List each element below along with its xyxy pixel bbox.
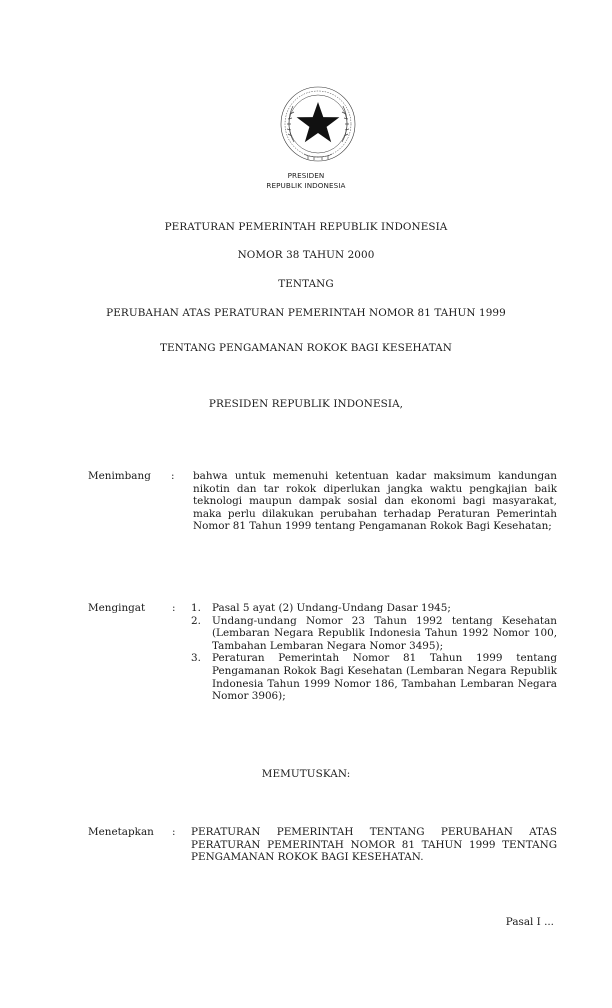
list-item (191, 652, 557, 702)
garuda-emblem (278, 84, 358, 164)
president-heading: PRESIDEN REPUBLIK INDONESIA, (208, 398, 404, 410)
list-item-text: Peraturan Pemerintah Nomor 81 Tahun 1999 tentang Pengamanan Rokok Bagi Kesehatan (Lembaran Negara Republik Indonesia Tahun 1999 Nomor 186, Tambahan Lembaran Negara Nomor 3906); (212, 652, 557, 703)
menetapkan-label: Menetapkan (88, 826, 154, 838)
list-item (191, 615, 557, 653)
regulation-about: TENTANG (278, 278, 334, 290)
memutuskan-heading: MEMUTUSKAN: (261, 768, 351, 780)
mengingat-colon: : (172, 602, 176, 614)
emblem-caption-line2: REPUBLIK INDONESIA (266, 181, 346, 190)
regulation-title: PERATURAN PEMERINTAH REPUBLIK INDONESIA (164, 221, 448, 233)
list-item-text: Pasal 5 ayat (2) Undang-Undang Dasar 1945; (212, 602, 451, 614)
list-item-number: 2. (191, 614, 201, 627)
list-item-text: Undang-undang Nomor 23 Tahun 1992 tentang Kesehatan (Lembaran Negara Republik Indonesia Tahun 1992 Nomor 100, Tambahan Lembaran Negara Nomor 3495); (212, 614, 557, 652)
star-emblem-icon (278, 84, 358, 164)
list-item-number: 3. (191, 652, 201, 665)
next-page-reference: Pasal I ... (505, 916, 554, 928)
regulation-number: NOMOR 38 TAHUN 2000 (237, 249, 375, 261)
menimbang-label: Menimbang (88, 470, 151, 482)
regulation-subject-line2: TENTANG PENGAMANAN ROKOK BAGI KESEHATAN (160, 342, 452, 354)
mengingat-label: Mengingat (88, 602, 146, 614)
mengingat-list (191, 602, 557, 703)
emblem-caption-line1: PRESIDEN (287, 171, 325, 180)
list-item (191, 602, 557, 615)
menimbang-colon: : (171, 470, 175, 482)
menimbang-text: bahwa untuk memenuhi ketentuan kadar maksimum kandungan nikotin dan tar rokok diperlukan jangka waktu pengkajian baik teknologi maupun dampak sosial dan ekonomi bagi masyarakat, maka perlu dilakukan perubahan terhadap Peraturan Pemerintah Nomor 81 Tahun 1999 tentang Pengamanan Rokok Bagi Kesehatan; (193, 470, 557, 533)
regulation-subject-line1: PERUBAHAN ATAS PERATURAN PEMERINTAH NOMOR 81 TAHUN 1999 (106, 307, 506, 319)
menetapkan-text: PERATURAN PEMERINTAH TENTANG PERUBAHAN ATAS PERATURAN PEMERINTAH NOMOR 81 TAHUN 1999 TENTANG PENGAMANAN ROKOK BAGI KESEHATAN. (191, 826, 557, 864)
menetapkan-colon: : (172, 826, 176, 838)
list-item-number: 1. (191, 602, 201, 614)
